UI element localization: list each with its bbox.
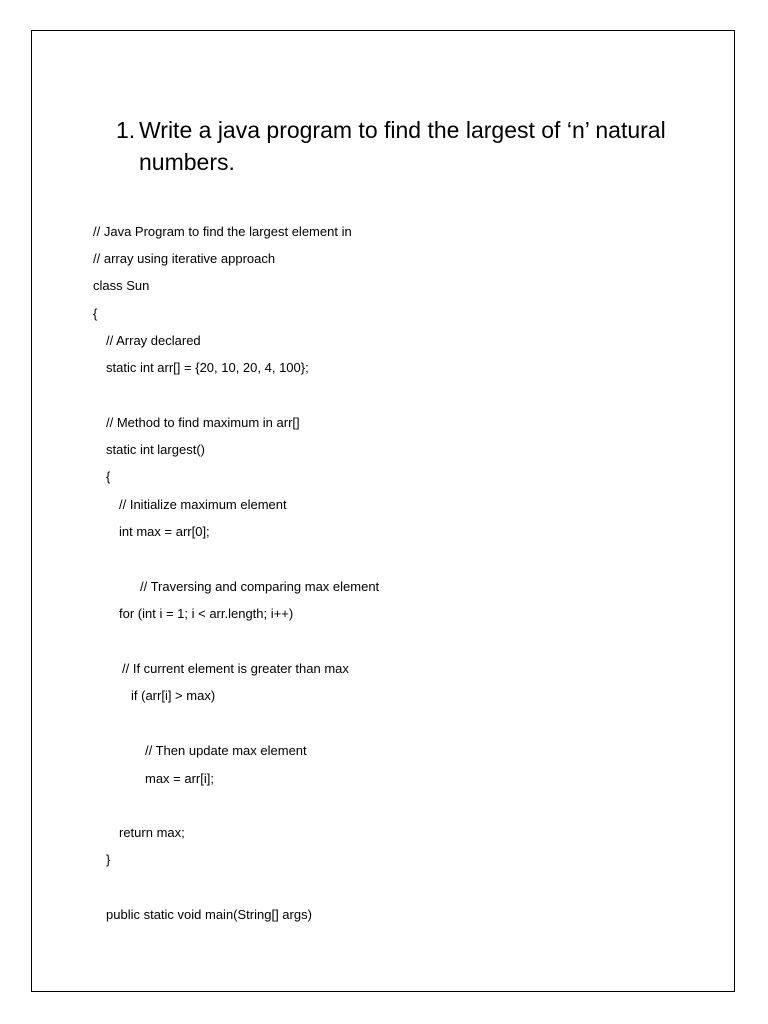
code-line-method-close: }	[106, 852, 111, 867]
code-line-init-max: int max = arr[0];	[119, 524, 210, 539]
code-line-array-decl: static int arr[] = {20, 10, 20, 4, 100};	[106, 360, 309, 375]
code-line-main-sig: public static void main(String[] args)	[106, 907, 312, 922]
question-text: Write a java program to find the largest of ‘n’ natural numbers.	[139, 117, 666, 175]
code-line-comment-1: // Java Program to find the largest element in	[93, 224, 352, 239]
code-line-update-comment: // Then update max element	[145, 743, 307, 758]
code-line-loop-comment: // Traversing and comparing max element	[140, 579, 380, 594]
code-line-update-max: max = arr[i];	[145, 771, 214, 786]
code-line-if: if (arr[i] > max)	[131, 688, 216, 703]
code-line-comment-2: // array using iterative approach	[93, 251, 276, 266]
code-line-if-comment: // If current element is greater than max	[122, 661, 349, 676]
question-number: 1.	[116, 117, 136, 143]
code-line-for: for (int i = 1; i < arr.length; i++)	[119, 606, 294, 621]
code-line-open-brace: {	[93, 306, 98, 321]
code-line-method-comment: // Method to find maximum in arr[]	[106, 415, 300, 430]
code-line-array-comment: // Array declared	[106, 333, 201, 348]
question-heading	[116, 114, 676, 178]
code-line-class: class Sun	[93, 278, 150, 293]
code-line-return: return max;	[119, 825, 185, 840]
code-line-method-brace: {	[106, 469, 111, 484]
code-line-method-sig: static int largest()	[106, 442, 205, 457]
code-line-init-comment: // Initialize maximum element	[119, 497, 287, 512]
